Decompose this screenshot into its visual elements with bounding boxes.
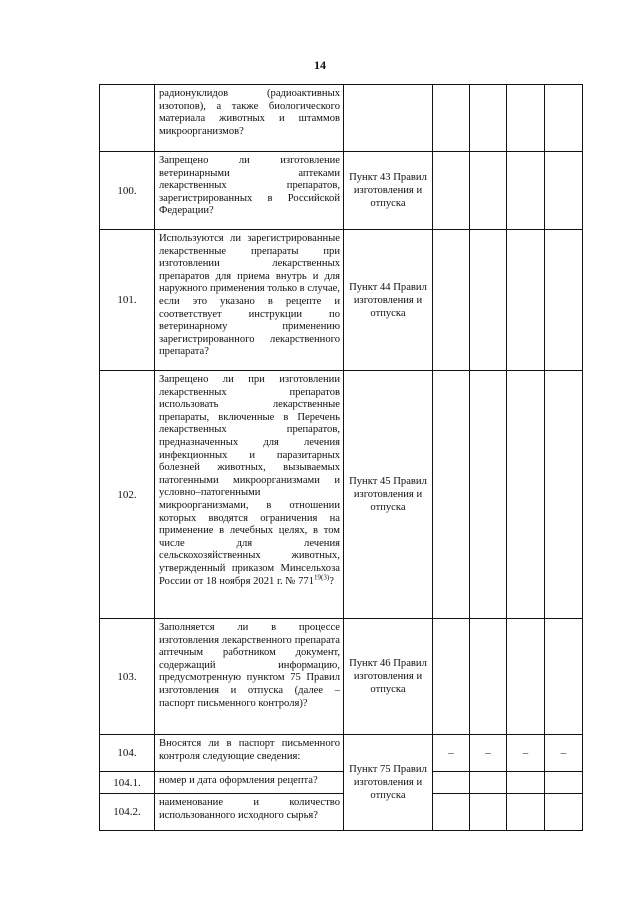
legal-reference: [344, 85, 433, 152]
answer-cell-yes[interactable]: [433, 619, 470, 735]
dash-mark: –: [470, 735, 507, 772]
dash-mark: –: [545, 735, 583, 772]
answer-cell-na[interactable]: [507, 371, 545, 619]
question-text: [155, 371, 344, 619]
question-text: Вносятся ли в паспорт письменного контроля следующие сведения:: [155, 735, 344, 772]
answer-cell-note[interactable]: [545, 619, 583, 735]
row-number: 104.2.: [100, 794, 155, 831]
question-text: номер и дата оформления рецепта?: [155, 772, 344, 794]
answer-cell-note[interactable]: [545, 230, 583, 371]
answer-cell-yes[interactable]: [433, 230, 470, 371]
legal-reference: Пункт 45 Правил изготовления и отпуска: [344, 371, 433, 619]
answer-cell-yes[interactable]: [433, 152, 470, 230]
answer-cell-no[interactable]: [470, 85, 507, 152]
row-number: 103.: [100, 619, 155, 735]
answer-cell-na[interactable]: [507, 152, 545, 230]
row-number: 101.: [100, 230, 155, 371]
table-row: [100, 371, 583, 619]
answer-cell-no[interactable]: [470, 619, 507, 735]
answer-cell-na[interactable]: [507, 772, 545, 794]
dash-mark: –: [433, 735, 470, 772]
answer-cell-no[interactable]: [470, 794, 507, 831]
question-text: наименование и количество использованного исходного сырья?: [155, 794, 344, 831]
row-number: [100, 85, 155, 152]
answer-cell-no[interactable]: [470, 371, 507, 619]
answer-cell-yes[interactable]: [433, 772, 470, 794]
question-text: Заполняется ли в процессе изготовления лекарственного препарата аптечным работником документ, содержащий информацию, предусмотренную пунктом 75 Правил изготовления и отпуска (далее – паспорт письменного контроля)?: [155, 619, 344, 735]
question-text: Запрещено ли изготовление ветеринарными аптеками лекарственных препаратов, зарегистрированных в Российской Федерации?: [155, 152, 344, 230]
row-number: 104.1.: [100, 772, 155, 794]
answer-cell-note[interactable]: [545, 772, 583, 794]
answer-cell-na[interactable]: [507, 794, 545, 831]
table-row: [100, 772, 583, 794]
answer-cell-na[interactable]: [507, 85, 545, 152]
answer-cell-note[interactable]: [545, 794, 583, 831]
legal-reference: Пункт 43 Правил изготовления и отпуска: [344, 152, 433, 230]
answer-cell-yes[interactable]: [433, 371, 470, 619]
answer-cell-na[interactable]: [507, 619, 545, 735]
legal-reference: Пункт 44 Правил изготовления и отпуска: [344, 230, 433, 371]
legal-reference: Пункт 75 Правил изготовления и отпуска: [344, 735, 433, 831]
answer-cell-note[interactable]: [545, 85, 583, 152]
table-row: [100, 735, 583, 772]
legal-reference: Пункт 46 Правил изготовления и отпуска: [344, 619, 433, 735]
answer-cell-note[interactable]: [545, 152, 583, 230]
table-row: [100, 619, 583, 735]
table-row: [100, 85, 583, 152]
table-row: [100, 230, 583, 371]
table-row: [100, 794, 583, 831]
table-row: [100, 152, 583, 230]
answer-cell-note[interactable]: [545, 371, 583, 619]
question-text: радионуклидов (радиоактивных изотопов), а также биологического материала животных и штаммов микроорганизмов?: [155, 85, 344, 152]
question-text-body: Запрещено ли при изготовлении лекарственных препаратов использовать лекарственные препараты, включенные в Перечень лекарственных препаратов, предназначенных для лечения инфекционных и паразитарных болезней животных, вызываемых патогенными микроорганизмами и условно–патогенными микроорганизмами, в отношении которых вводятся ограничения на применение в лечебных целях, в том числе для лечения сельскохозяйственных животных, утвержденный приказом Минсельхоза России от 18 ноября 2021 г. № 771: [159, 374, 340, 587]
row-number: 104.: [100, 735, 155, 772]
answer-cell-na[interactable]: [507, 230, 545, 371]
answer-cell-yes[interactable]: [433, 794, 470, 831]
row-number: 100.: [100, 152, 155, 230]
question-text: Используются ли зарегистрированные лекарственные препараты при изготовлении лекарственных препаратов для приема внутрь и для наружного применения только в случае, если это указано в рецепте и соответствует инструкции по ветеринарному применению зарегистрированного лекарственного препарата?: [155, 230, 344, 371]
checklist-table: [99, 84, 583, 831]
answer-cell-no[interactable]: [470, 772, 507, 794]
page-number: 14: [314, 58, 326, 72]
answer-cell-no[interactable]: [470, 230, 507, 371]
answer-cell-no[interactable]: [470, 152, 507, 230]
row-number: 102.: [100, 371, 155, 619]
answer-cell-yes[interactable]: [433, 85, 470, 152]
footnote-marker: 19(3): [314, 572, 330, 581]
question-mark: ?: [329, 575, 334, 587]
dash-mark: –: [507, 735, 545, 772]
